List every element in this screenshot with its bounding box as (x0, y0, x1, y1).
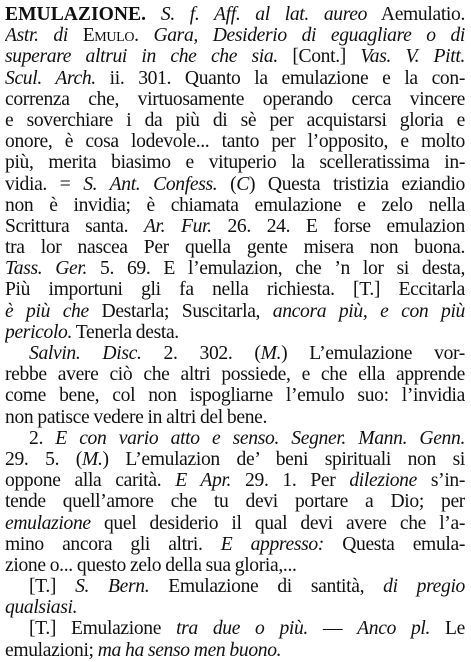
entry-line (5, 385, 465, 406)
entry-text: come bene, col non ispogliarne l’emulo suo: l’invidia (5, 385, 465, 407)
italic-text: M. (82, 448, 103, 470)
entry-line (5, 343, 465, 364)
entry-text: 2. 302. ( (141, 343, 261, 364)
entry-text: [T.] Emulazione (29, 618, 177, 640)
entry-text: Questa emula- (324, 533, 465, 555)
entry-text: vidia. = (5, 173, 84, 195)
entry-line (5, 513, 465, 534)
entry-text: ( (217, 173, 237, 195)
entry-line (5, 640, 465, 661)
entry-text: ii. 301. Quanto la emulazione e la con- (95, 67, 465, 89)
entry-text: 5. 69. E l’emulazion, che ’n lor si desta, (87, 258, 465, 280)
italic-text: S. Bern. (75, 576, 150, 598)
entry-text: 29. 5. ( (5, 448, 82, 470)
entry-line (5, 576, 465, 597)
entry-text: . (134, 25, 154, 47)
entry-text: Emulazione di santità, (149, 576, 384, 598)
entry-text: [Cont.] (277, 46, 361, 68)
italic-text: qualsiasi. (5, 597, 78, 619)
entry-line (5, 4, 465, 25)
italic-text: Astr. di (5, 25, 68, 47)
italic-text: E appresso: (220, 533, 324, 555)
entry-text: mino ancora gli altri. (5, 533, 221, 555)
entry-line (5, 25, 465, 46)
entry-text: ) L’emulazione vor- (281, 343, 465, 364)
entry-text: Destarla; Suscitarla, (88, 300, 273, 322)
entry-line (5, 364, 465, 385)
entry-text: [T.] (29, 576, 76, 598)
entry-text: 26. 24. E forse emulazion (211, 215, 465, 237)
italic-text: M. (260, 343, 282, 364)
entry-text: Più importuni gli fa nella richiesta. [T.] Eccitarla (5, 279, 465, 301)
entry-line (5, 534, 465, 555)
italic-text: Anco pl. (357, 618, 431, 640)
entry-text: Scrittura santa. (5, 215, 144, 237)
entry-text: ) Questa tristizia eziandio (248, 173, 465, 195)
entry-text: emulazioni; (5, 639, 98, 661)
entry-text: Emulo (82, 25, 135, 47)
entry-line (5, 491, 465, 512)
entry-line (5, 89, 465, 110)
entry-text: 29. 1. Per (231, 470, 350, 492)
entry-text: tende quell’amore che tu devi portare a Dio; per (5, 491, 465, 513)
entry-line (5, 555, 465, 576)
dictionary-entry (5, 4, 465, 661)
italic-text: pericolo. (5, 321, 73, 343)
entry-line (5, 195, 465, 216)
entry-text: zione o... questo zelo della sua gloria,... (5, 554, 297, 576)
italic-text: ancora più, e con più (272, 300, 465, 322)
entry-line (5, 216, 465, 237)
entry-text (68, 25, 83, 46)
entry-line (5, 46, 465, 67)
entry-text: e soverchiare i da più di sè per acquistarsi gloria e (5, 109, 465, 131)
italic-text: C (236, 173, 249, 195)
entry-line (5, 131, 465, 152)
entry-line (5, 152, 465, 173)
entry-line (5, 407, 465, 428)
italic-text: Tass. Ger. (5, 258, 88, 280)
entry-text: più, merita biasimo e vituperio la scelleratissima in- (5, 152, 465, 174)
entry-text: rebbe avere ciò che altri possiede, e che ella apprende (5, 364, 465, 386)
entry-text: Aemulatio. (367, 4, 465, 25)
entry-text: Le (430, 618, 465, 640)
italic-text: Salvin. Disc. (29, 343, 142, 364)
entry-text: s’in- (416, 470, 465, 492)
entry-line (5, 470, 465, 491)
entry-line (5, 449, 465, 470)
italic-text: Ar. Fur. (143, 215, 212, 237)
entry-text: 2. (29, 427, 56, 449)
entry-line (5, 597, 465, 618)
entry-text: oppone alla carità. (5, 470, 176, 492)
italic-text: E con vario atto e senso. Segner. Mann. Genn. (55, 427, 465, 449)
italic-text: dilezione (349, 470, 417, 492)
italic-text: ma ha senso men buono. (97, 639, 282, 661)
entry-line (5, 174, 465, 195)
entry-line (5, 110, 465, 131)
italic-text: Scul. Arch. (5, 67, 96, 89)
italic-text: S. Ant. Confess. (83, 173, 218, 195)
entry-text: quel desiderio il qual devi avere che l’a- (90, 512, 465, 534)
entry-text: non patisce vedere in altri del bene. (5, 406, 268, 428)
italic-text: E Apr. (175, 470, 232, 492)
italic-text: emulazione (5, 512, 91, 534)
italic-text: di pregio (383, 576, 465, 598)
entry-line (5, 301, 465, 322)
entry-text: Tenerla desta. (72, 321, 179, 343)
entry-text: tra lor nascea Per quella gente misera non buona. (5, 237, 465, 259)
entry-text: ) L’emulazion de’ beni spirituali non si (102, 448, 465, 470)
entry-text: correnza che, virtuosamente operando cerca vincere (5, 88, 465, 110)
italic-text: è più che (5, 300, 89, 322)
entry-line (5, 618, 465, 639)
entry-line (5, 68, 465, 89)
entry-line (5, 279, 465, 300)
entry-line (5, 322, 465, 343)
entry-text (146, 4, 161, 25)
entry-text: — (307, 618, 358, 640)
headword: EMULAZIONE. (5, 4, 146, 25)
entry-line (5, 258, 465, 279)
entry-text: onore, è cosa lodevole... tanto per l’opposito, e molto (5, 131, 465, 153)
entry-line (5, 237, 465, 258)
italic-text: S. f. Aff. al lat. aureo (160, 4, 368, 25)
entry-text: non è invidia; è chiamata emulazione e zelo nella (5, 194, 465, 216)
italic-text: Gara, Desiderio di eguagliare o di (153, 25, 465, 47)
italic-text: superare altrui in che che sia. (5, 46, 278, 68)
italic-text: tra due o più. (176, 618, 308, 640)
italic-text: Vas. V. Pitt. (360, 46, 465, 68)
entry-line (5, 428, 465, 449)
